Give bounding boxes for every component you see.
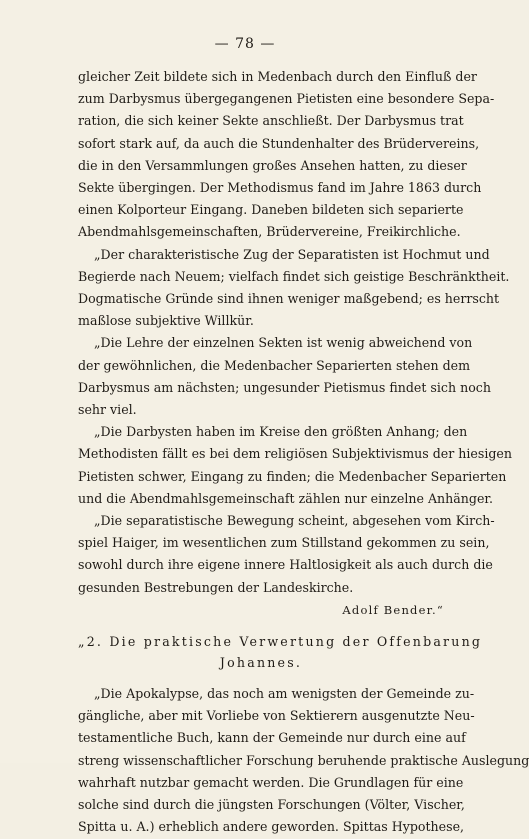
text-line: Begierde nach Neuem; vielfach findet sich geistige Beschränktheit. xyxy=(78,268,510,284)
page-number: — 78 — xyxy=(214,36,276,52)
text-line: wahrhaft nutzbar gemacht werden. Die Grundlagen für eine xyxy=(78,774,464,790)
text-line: „Der charakteristische Zug der Separatisten ist Hochmut und xyxy=(94,246,490,262)
text-line: Spitta u. A.) erheblich andere geworden. Spittas Hypothese, xyxy=(78,819,465,835)
text-line: und die Abendmahlsgemeinschaft zählen nur einzelne Anhänger. xyxy=(78,490,494,506)
text-line: solche sind durch die jüngsten Forschungen (Völter, Vischer, xyxy=(78,797,465,813)
paragraph-4 xyxy=(78,421,512,510)
text-line: gängliche, aber mit Vorliebe von Sektierern ausgenutzte Neu- xyxy=(78,708,475,724)
paragraph-2 xyxy=(78,244,510,333)
text-line: gleicher Zeit bildete sich in Medenbach durch den Einfluß der xyxy=(78,69,477,84)
text-line: ration, die sich keiner Sekte anschließt. Der Darbysmus trat xyxy=(78,113,464,129)
text-line: Pietisten schwer, Eingang zu finden; die Medenbacher Separierten xyxy=(78,468,507,484)
text-line: Methodisten fällt es bei dem religiösen Subjektivismus der hiesigen xyxy=(78,446,512,462)
text-line: „Die Lehre der einzelnen Sekten ist wenig abweichend von xyxy=(94,335,473,351)
text-line: spiel Haiger, im wesentlichen zum Stillstand gekommen zu sein, xyxy=(78,535,490,551)
text-line: zum Darbysmus übergegangenen Pietisten eine besondere Sepa- xyxy=(78,91,495,107)
paragraph-5 xyxy=(78,510,495,599)
text-line: die in den Versammlungen großes Ansehen hatten, zu dieser xyxy=(78,157,467,173)
text-line: sofort stark auf, da auch die Stundenhalter des Brüdervereins, xyxy=(78,135,480,151)
text-line: Dogmatische Gründe sind ihnen weniger maßgebend; es herrscht xyxy=(78,291,500,307)
text-line: maßlose subjektive Willkür. xyxy=(78,313,254,329)
paragraph-6 xyxy=(78,683,529,838)
text-line: sowohl durch ihre eigene innere Haltlosigkeit als auch durch die xyxy=(78,557,493,573)
text-line: „Die separatistische Bewegung scheint, abgesehen vom Kirch- xyxy=(94,513,495,529)
text-line: „Die Darbysten haben im Kreise den größten Anhang; den xyxy=(94,424,468,440)
text-line: sehr viel. xyxy=(78,402,137,418)
text-line: Sekte übergingen. Der Methodismus fand im Jahre 1863 durch xyxy=(78,180,482,196)
text-line: einen Kolporteur Eingang. Daneben bildeten sich separierte xyxy=(78,202,464,218)
text-line: „Die Apokalypse, das noch am wenigsten der Gemeinde zu- xyxy=(94,686,475,702)
paragraph-3 xyxy=(78,332,491,421)
signature: Adolf Bender.“ xyxy=(342,602,444,617)
text-line: gesunden Bestrebungen der Landeskirche. xyxy=(78,579,354,595)
text-line: Abendmahlsgemeinschaften, Brüdervereine, Freikirchliche. xyxy=(78,224,461,240)
text-line: testamentliche Buch, kann der Gemeinde nur durch eine auf xyxy=(78,730,466,746)
section-heading xyxy=(78,631,483,673)
text-line: streng wissenschaftlicher Forschung beruhende praktische Auslegung xyxy=(78,752,529,768)
heading-line: Johannes. xyxy=(219,655,303,671)
text-line: Darbysmus am nächsten; ungesunder Pietismus findet sich noch xyxy=(78,379,491,395)
text-line: der gewöhnlichen, die Medenbacher Separierten stehen dem xyxy=(78,357,471,373)
heading-line: „2. Die praktische Verwertung der Offenbarung xyxy=(78,634,483,650)
paragraph-1 xyxy=(78,66,495,244)
page-body xyxy=(78,66,529,839)
